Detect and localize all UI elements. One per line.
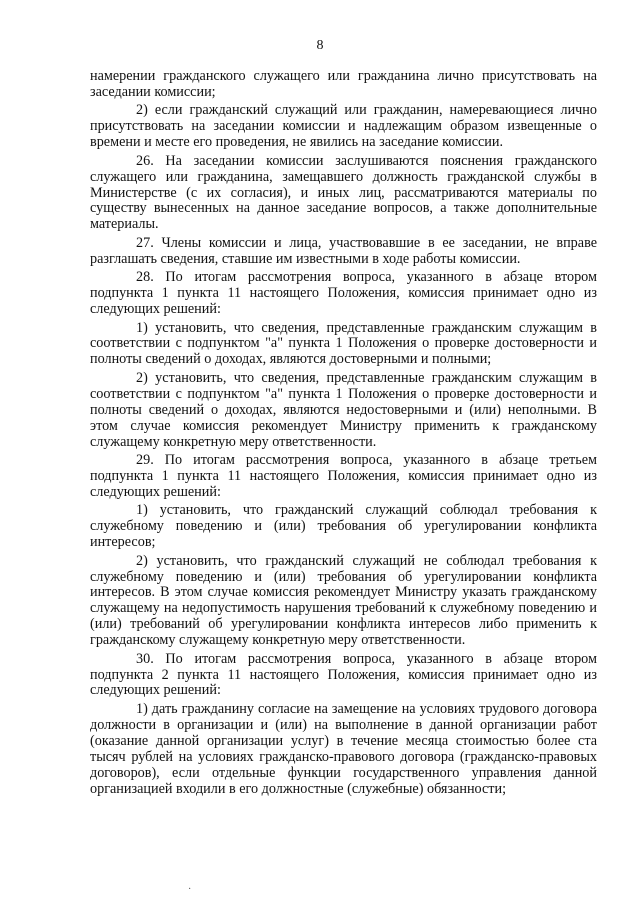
paragraph-continuation: намерении гражданского служащего или гражданина лично присутствовать на заседании комиссии; [90, 68, 597, 100]
paragraph-29-item-1: 1) установить, что гражданский служащий соблюдал требования к служебному поведению и (или) требования об урегулировании конфликта интересов; [90, 502, 597, 551]
paragraph-27: 27. Члены комиссии и лица, участвовавшие в ее заседании, не вправе разглашать сведения, ставшие им известными в ходе работы комиссии. [90, 234, 597, 267]
paragraph-28-item-2: 2) установить, что сведения, представленные гражданским служащим в соответствии с подпунктом "а" пункта 1 Положения о проверке достоверности и полноты сведений о доходах, являются недостоверными и (или) неполными. В этом случае комиссия рекомендует Министру применить к гражданскому служащему конкретную меру ответственности. [90, 369, 597, 450]
paragraph-29-item-2: 2) установить, что гражданский служащий не соблюдал требования к служебному поведению и (или) требования об урегулировании конфликта интересов. В этом случае комиссия рекомендует Министру указать гражданскому служащему на недопустимость нарушения требований к служебному поведению и (или) требований об урегулировании конфликта интересов либо применить к гражданскому служащему конкретную меру ответственности. [90, 552, 597, 649]
page-number: 8 [316, 38, 324, 53]
paragraph-30-item-1: 1) дать гражданину согласие на замещение на условиях трудового договора должности в организации и (или) на выполнение в данной организации работ (оказание данной организации услуг) в течение месяца стоимостью более ста тысяч рублей на условиях гражданско-правового договора (гражданско-правовых договоров), если отдельные функции государственного управления данной организацией входили в его должностные (служебные) обязанности; [90, 700, 597, 797]
paragraph-30: 30. По итогам рассмотрения вопроса, указанного в абзаце втором подпункта 2 пункта 11 настоящего Положения, комиссия принимает одно из следующих решений: [90, 650, 597, 699]
document-body [90, 69, 597, 800]
paragraph-28: 28. По итогам рассмотрения вопроса, указанного в абзаце втором подпункта 1 пункта 11 настоящего Положения, комиссия принимает одно из следующих решений: [90, 269, 597, 318]
paragraph-28-item-1: 1) установить, что сведения, представленные гражданским служащим в соответствии с подпунктом "а" пункта 1 Положения о проверке достоверности и полноты сведений о доходах, являются достоверными и полными; [90, 319, 597, 368]
paragraph-subitem-2-absence: 2) если гражданский служащий или гражданин, намеревающиеся лично присутствовать на заседании комиссии и надлежащим образом извещенные о времени и месте его проведения, не явились на заседание комиссии. [90, 102, 597, 151]
paragraph-26: 26. На заседании комиссии заслушиваются пояснения гражданского служащего или гражданина, замещавшего должность гражданской службы в Министерстве (с их согласия), и иных лиц, рассматриваются материалы по существу вынесенных на данное заседание вопросов, а также дополнительные материалы. [90, 152, 597, 233]
paragraph-29: 29. По итогам рассмотрения вопроса, указанного в абзаце третьем подпункта 1 пункта 11 настоящего Положения, комиссия принимает одно из следующих решений: [90, 452, 597, 500]
scan-speck: · [188, 884, 192, 895]
